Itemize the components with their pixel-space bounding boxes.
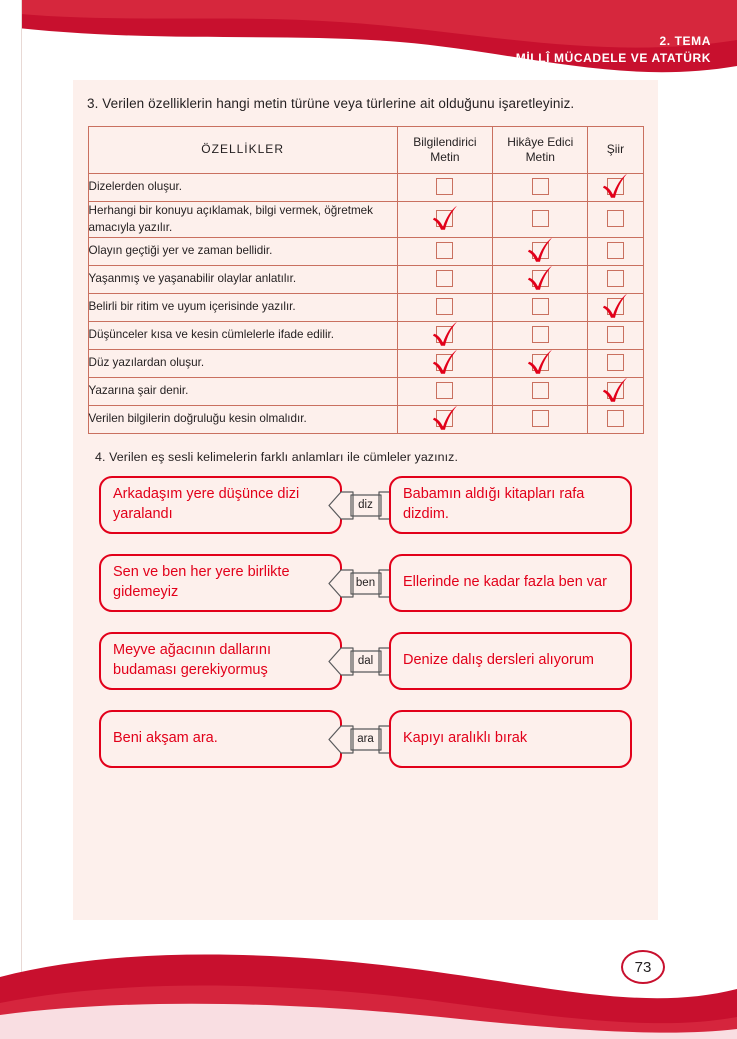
checkbox-cell[interactable]	[493, 293, 588, 321]
column-header-poem: Şiir	[588, 126, 643, 173]
checkbox[interactable]	[436, 326, 453, 343]
table-row	[88, 349, 643, 377]
header-theme-number: 2. TEMA	[659, 34, 711, 48]
checkbox[interactable]	[607, 410, 624, 427]
checkbox-cell[interactable]	[397, 405, 492, 433]
checkbox-cell[interactable]	[493, 173, 588, 201]
page-left-margin	[0, 0, 22, 1039]
checkbox[interactable]	[436, 242, 453, 259]
feature-text: Verilen bilgilerin doğruluğu kesin olmalıdır.	[88, 405, 397, 433]
checkbox-cell[interactable]	[493, 405, 588, 433]
checkbox[interactable]	[607, 210, 624, 227]
homonym-pair-row	[99, 476, 632, 540]
homonym-word-label: dal	[357, 655, 374, 668]
checkbox-cell[interactable]	[397, 265, 492, 293]
feature-text: Düşünceler kısa ve kesin cümlelerle ifade edilir.	[88, 321, 397, 349]
sentence-left[interactable]: Sen ve ben her yere birlikte gidemeyiz	[99, 554, 342, 612]
checkbox-cell[interactable]	[493, 237, 588, 265]
header-theme-title: MİLLÎ MÜCADELE VE ATATÜRK	[515, 51, 711, 65]
checkbox[interactable]	[532, 354, 549, 371]
properties-table	[88, 126, 644, 434]
page-number: 73	[621, 950, 665, 984]
checkbox[interactable]	[436, 298, 453, 315]
sentence-left[interactable]: Beni akşam ara.	[99, 710, 342, 768]
sentence-right[interactable]: Kapıyı aralıklı bırak	[389, 710, 632, 768]
table-row	[88, 377, 643, 405]
checkbox-cell[interactable]	[397, 349, 492, 377]
properties-table-body	[88, 173, 643, 433]
homonym-word-label: ara	[357, 733, 374, 746]
checkbox[interactable]	[607, 382, 624, 399]
checkbox-cell[interactable]	[397, 201, 492, 237]
checkbox-cell[interactable]	[493, 377, 588, 405]
feature-text: Belirli bir ritim ve uyum içerisinde yazılır.	[88, 293, 397, 321]
checkbox[interactable]	[436, 210, 453, 227]
checkbox[interactable]	[532, 270, 549, 287]
column-header-narrative: Hikâye Edici Metin	[493, 126, 588, 173]
checkbox[interactable]	[436, 178, 453, 195]
question-3-prompt: 3. Verilen özelliklerin hangi metin türüne veya türlerine ait olduğunu işaretleyiniz.	[87, 96, 575, 111]
checkbox-cell[interactable]	[588, 377, 643, 405]
homonym-word-label: diz	[358, 499, 373, 512]
table-row	[88, 173, 643, 201]
checkbox[interactable]	[532, 210, 549, 227]
checkbox-cell[interactable]	[493, 321, 588, 349]
checkbox-cell[interactable]	[493, 265, 588, 293]
feature-text: Düz yazılardan oluşur.	[88, 349, 397, 377]
checkbox-cell[interactable]	[588, 173, 643, 201]
checkbox-cell[interactable]	[588, 201, 643, 237]
checkbox[interactable]	[532, 242, 549, 259]
checkbox[interactable]	[436, 270, 453, 287]
column-header-features: ÖZELLİKLER	[88, 126, 397, 173]
table-header-row	[88, 126, 643, 173]
checkbox-cell[interactable]	[397, 321, 492, 349]
checkbox-cell[interactable]	[588, 349, 643, 377]
checkbox-cell[interactable]	[493, 201, 588, 237]
checkbox[interactable]	[436, 382, 453, 399]
question-4-prompt: 4. Verilen eş sesli kelimelerin farklı anlamları ile cümleler yazınız.	[95, 449, 459, 464]
checkbox[interactable]	[607, 326, 624, 343]
checkbox[interactable]	[607, 178, 624, 195]
feature-text: Olayın geçtiği yer ve zaman bellidir.	[88, 237, 397, 265]
question-3-block	[73, 80, 658, 434]
homonym-word-label: ben	[355, 577, 376, 590]
table-row	[88, 237, 643, 265]
table-row	[88, 321, 643, 349]
sentence-left[interactable]: Arkadaşım yere düşünce dizi yaralandı	[99, 476, 342, 534]
table-row	[88, 201, 643, 237]
checkbox[interactable]	[532, 178, 549, 195]
checkbox-cell[interactable]	[588, 265, 643, 293]
homonym-pair-row	[99, 632, 632, 696]
feature-text: Yazarına şair denir.	[88, 377, 397, 405]
checkbox[interactable]	[607, 270, 624, 287]
header-theme-label	[516, 34, 711, 65]
checkbox-cell[interactable]	[588, 237, 643, 265]
sentence-right[interactable]: Denize dalış dersleri alıyorum	[389, 632, 632, 690]
checkbox[interactable]	[532, 382, 549, 399]
checkbox[interactable]	[532, 410, 549, 427]
checkbox-cell[interactable]	[588, 321, 643, 349]
checkbox[interactable]	[607, 242, 624, 259]
homonym-pair-row	[99, 554, 632, 618]
homonym-pair-row	[99, 710, 632, 774]
checkbox-cell[interactable]	[588, 293, 643, 321]
checkbox-cell[interactable]	[588, 405, 643, 433]
feature-text: Dizelerden oluşur.	[88, 173, 397, 201]
checkbox[interactable]	[532, 298, 549, 315]
table-row	[88, 405, 643, 433]
feature-text: Yaşanmış ve yaşanabilir olaylar anlatılır.	[88, 265, 397, 293]
checkbox-cell[interactable]	[397, 237, 492, 265]
sentence-right[interactable]: Babamın aldığı kitapları rafa dizdim.	[389, 476, 632, 534]
checkbox[interactable]	[607, 354, 624, 371]
table-row	[88, 293, 643, 321]
sentence-left[interactable]: Meyve ağacının dallarını budaması gerekiyormuş	[99, 632, 342, 690]
checkbox-cell[interactable]	[397, 293, 492, 321]
feature-text: Herhangi bir konuyu açıklamak, bilgi vermek, öğretmek amacıyla yazılır.	[88, 201, 397, 237]
homonym-pairs-list	[73, 476, 658, 774]
content-panel	[73, 80, 658, 920]
checkbox[interactable]	[436, 354, 453, 371]
checkbox[interactable]	[532, 326, 549, 343]
table-row	[88, 265, 643, 293]
checkbox[interactable]	[436, 410, 453, 427]
checkbox-cell[interactable]	[493, 349, 588, 377]
column-header-informative: Bilgilendirici Metin	[397, 126, 492, 173]
checkbox-cell[interactable]	[397, 377, 492, 405]
sentence-right[interactable]: Ellerinde ne kadar fazla ben var	[389, 554, 632, 612]
checkbox[interactable]	[607, 298, 624, 315]
checkbox-cell[interactable]	[397, 173, 492, 201]
